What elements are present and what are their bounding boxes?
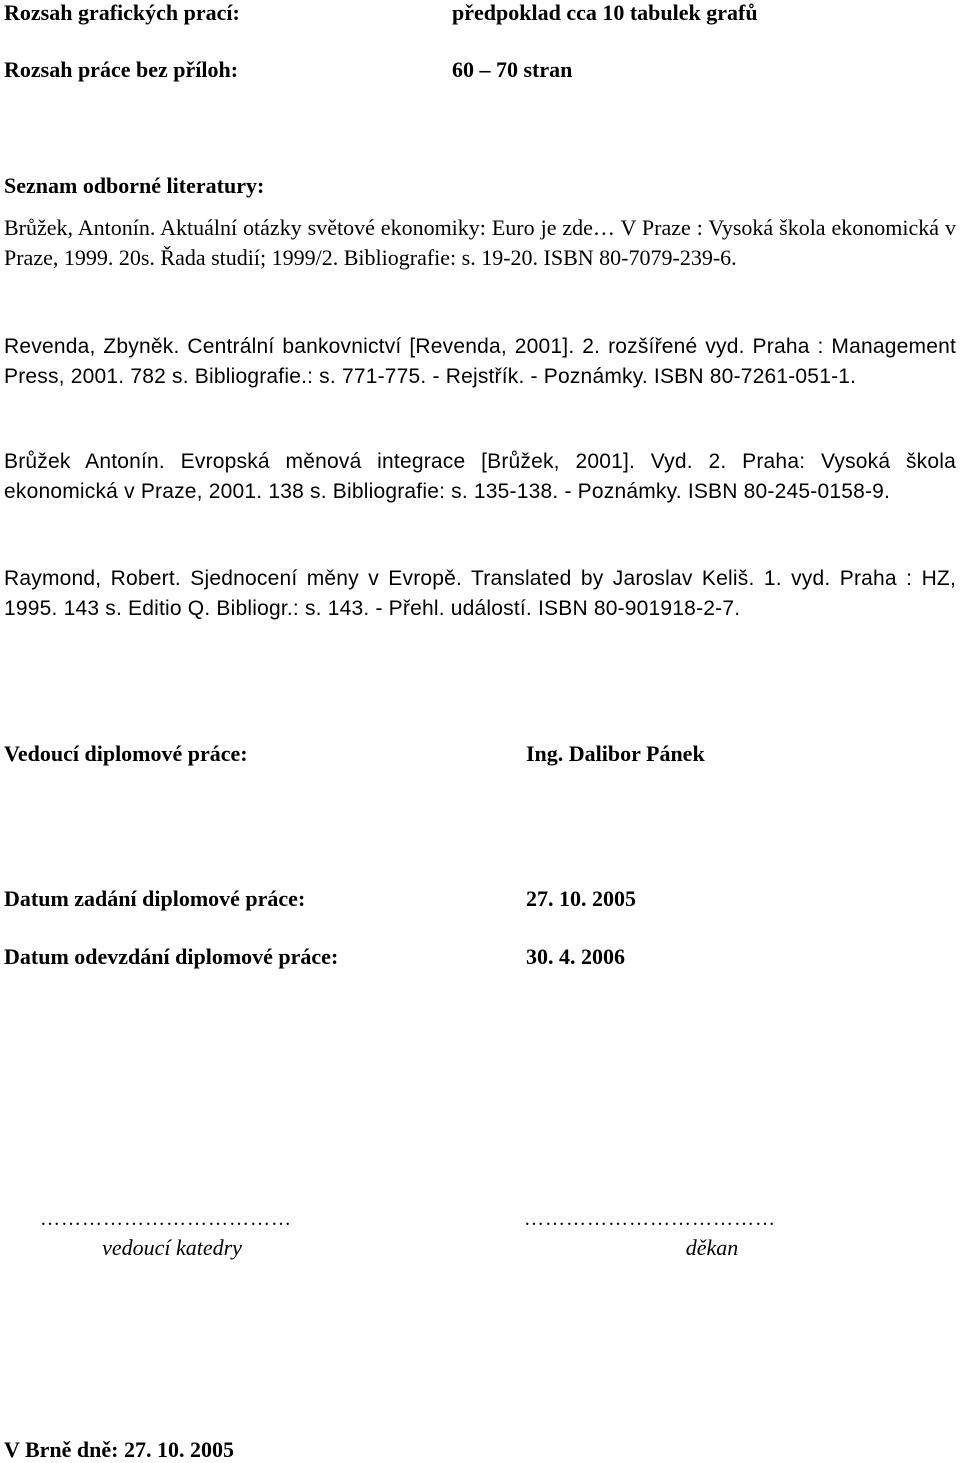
supervisor-label: Vedoucí diplomové práce:	[4, 741, 248, 766]
signature-role-department-head: vedoucí katedry	[102, 1235, 242, 1260]
assignment-date-row	[4, 886, 636, 912]
signature-line-right: ………………………………	[524, 1208, 776, 1230]
signature-role-dean: děkan	[685, 1235, 739, 1260]
work-scope-label: Rozsah práce bez příloh:	[4, 57, 239, 82]
supervisor-name: Ing. Dalibor Pánek	[526, 741, 705, 766]
literature-reference: Raymond, Robert. Sjednocení měny v Evropě. Translated by Jaroslav Keliš. 1. vyd. Praha : HZ, 1995. 143 s. Editio Q. Bibliogr.: s. 143. - Přehl. událostí. ISBN 80-901918-2-7.	[4, 567, 956, 620]
graphics-scope-value: předpoklad cca 10 tabulek grafů	[452, 0, 758, 25]
literature-reference: Revenda, Zbyněk. Centrální bankovnictví [Revenda, 2001]. 2. rozšířené vyd. Praha : Management Press, 2001. 782 s. Bibliografie.: s. 771-775. - Rejstřík. - Poznámky. ISBN 80-7261-051-1.	[4, 335, 956, 388]
assignment-date-value: 27. 10. 2005	[526, 886, 636, 911]
assignment-date-label: Datum zadání diplomové práce:	[4, 886, 306, 911]
supervisor-row	[4, 741, 705, 767]
signature-line-left: ………………………………	[40, 1208, 292, 1230]
literature-reference: Brůžek, Antonín. Aktuální otázky světové ekonomiky: Euro je zde… V Praze : Vysoká škola ekonomická v Praze, 1999. 20s. Řada studií; 1999/2. Bibliografie: s. 19-20. ISBN 80-7079-239-6.	[4, 215, 956, 270]
submission-date-label: Datum odevzdání diplomové práce:	[4, 944, 339, 969]
work-scope-row	[4, 57, 573, 83]
graphics-scope-label: Rozsah grafických prací:	[4, 0, 240, 25]
submission-date-value: 30. 4. 2006	[526, 944, 625, 969]
submission-date-row	[4, 944, 625, 970]
graphics-scope-row	[4, 0, 758, 26]
literature-heading: Seznam odborné literatury:	[4, 173, 265, 198]
place-and-date: V Brně dně: 27. 10. 2005	[4, 1437, 234, 1462]
work-scope-value: 60 – 70 stran	[452, 57, 573, 82]
literature-reference: Brůžek Antonín. Evropská měnová integrace [Brůžek, 2001]. Vyd. 2. Praha: Vysoká škola ekonomická v Praze, 2001. 138 s. Bibliografie: s. 135-138. - Poznámky. ISBN 80-245-0158-9.	[4, 450, 956, 503]
